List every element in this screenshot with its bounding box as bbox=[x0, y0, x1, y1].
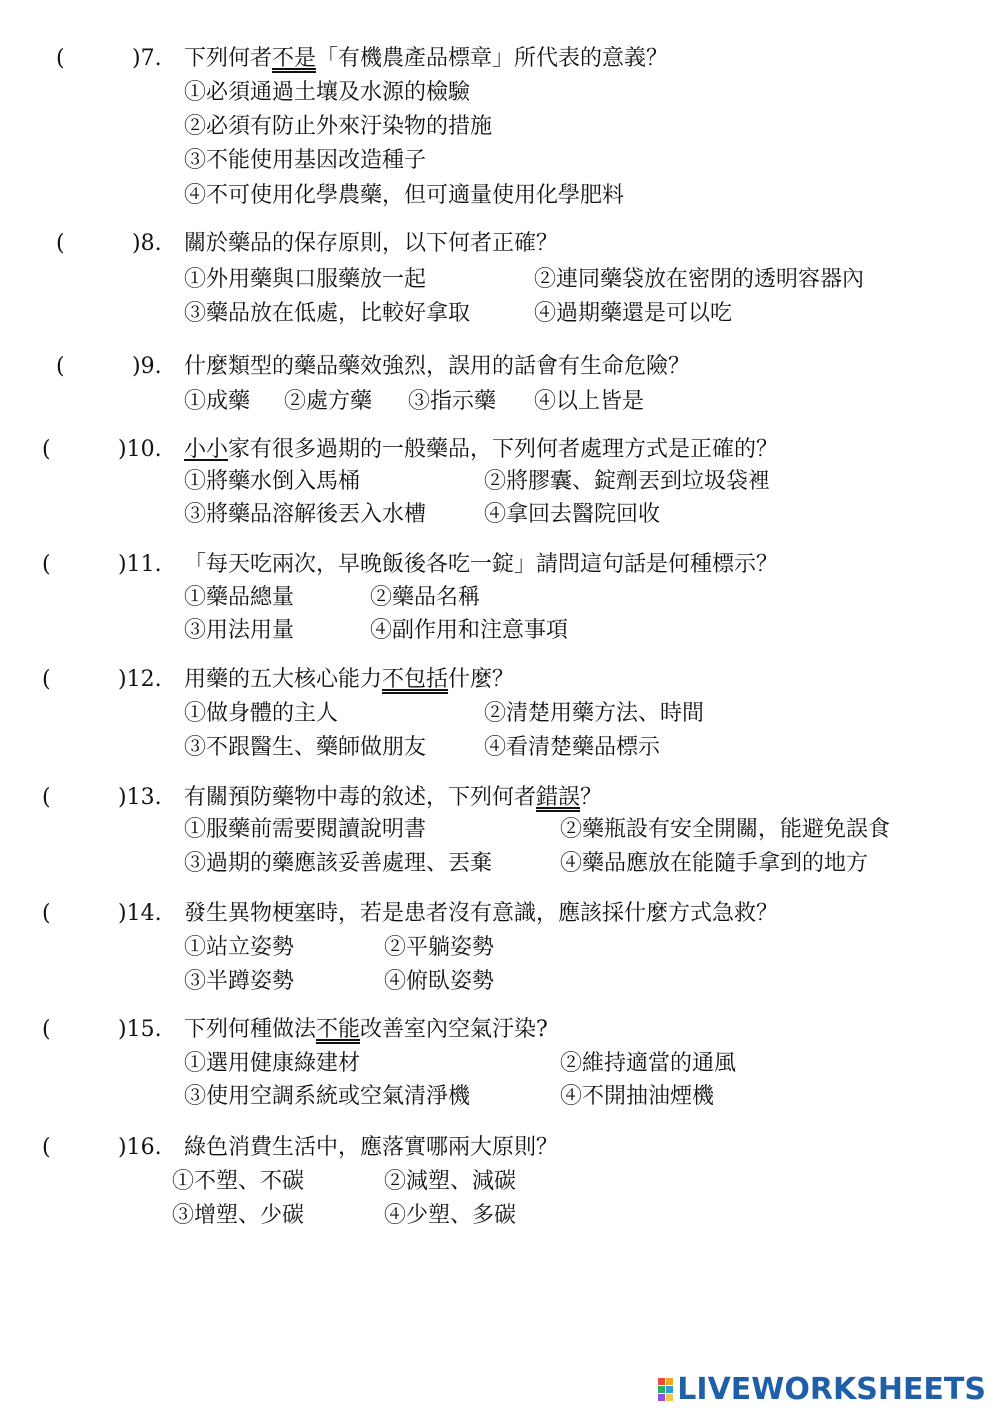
question-stem: 用藥的五大核心能力不包括什麼？ bbox=[184, 667, 515, 692]
option: ③使用空調系統或空氣清淨機 bbox=[184, 1084, 471, 1109]
option: ④俯臥姿勢 bbox=[384, 969, 495, 994]
question-number: )12. bbox=[118, 667, 162, 692]
question-number: )15. bbox=[118, 1017, 162, 1042]
answer-blank-open: ( bbox=[42, 1017, 51, 1042]
answer-blank-open: ( bbox=[42, 437, 51, 462]
answer-blank-open: ( bbox=[42, 667, 51, 692]
option: ③不能使用基因改造種子 bbox=[184, 148, 427, 173]
question-stem: 綠色消費生活中，應落實哪兩大原則？ bbox=[184, 1135, 559, 1160]
question-stem: 小小家有很多過期的一般藥品，下列何者處理方式是正確的？ bbox=[184, 437, 779, 462]
option: ①不塑、不碳 bbox=[172, 1169, 305, 1194]
question-stem: 下列何種做法不能改善室內空氣汙染? bbox=[184, 1017, 548, 1042]
option: ③藥品放在低處，比較好拿取 bbox=[184, 301, 471, 326]
question-number: )13. bbox=[118, 785, 162, 810]
option: ②減塑、減碳 bbox=[384, 1169, 517, 1194]
answer-blank-open: ( bbox=[56, 231, 65, 256]
option: ②清楚用藥方法、時間 bbox=[484, 701, 705, 726]
question-number: )7. bbox=[132, 46, 162, 71]
option: ①藥品總量 bbox=[184, 585, 295, 610]
option: ④看清楚藥品標示 bbox=[484, 735, 661, 760]
option: ②藥品名稱 bbox=[370, 585, 481, 610]
option: ①必須通過土壤及水源的檢驗 bbox=[184, 80, 471, 105]
option: ①選用健康綠建材 bbox=[184, 1051, 361, 1076]
question-number: )11. bbox=[118, 552, 162, 577]
question-number: )16. bbox=[118, 1135, 162, 1160]
option: ③指示藥 bbox=[408, 389, 497, 414]
question-number: )8. bbox=[132, 231, 162, 256]
option: ④副作用和注意事項 bbox=[370, 618, 569, 643]
option: ④不開抽油煙機 bbox=[560, 1084, 715, 1109]
question-stem: 「每天吃兩次，早晚飯後各吃一錠」請問這句話是何種標示？ bbox=[184, 552, 779, 577]
brand-name: LIVEWORKSHEETS bbox=[677, 1371, 986, 1407]
answer-blank-open: ( bbox=[56, 354, 65, 379]
option: ④過期藥還是可以吃 bbox=[534, 301, 733, 326]
question-stem: 下列何者不是「有機農產品標章」所代表的意義？ bbox=[184, 46, 669, 71]
option: ②藥瓶設有安全開關，能避免誤食 bbox=[560, 817, 891, 842]
option: ②維持適當的通風 bbox=[560, 1051, 737, 1076]
question-stem: 什麼類型的藥品藥效強烈，誤用的話會有生命危險？ bbox=[184, 354, 691, 379]
option: ③用法用量 bbox=[184, 618, 295, 643]
option: ②處方藥 bbox=[284, 389, 373, 414]
liveworksheets-footer bbox=[658, 1372, 986, 1406]
option: ②將膠囊、錠劑丟到垃圾袋裡 bbox=[484, 469, 771, 494]
option: ③不跟醫生、藥師做朋友 bbox=[184, 735, 427, 760]
option: ②平躺姿勢 bbox=[384, 935, 495, 960]
option: ④藥品應放在能隨手拿到的地方 bbox=[560, 851, 869, 876]
option: ③過期的藥應該妥善處理、丟棄 bbox=[184, 851, 493, 876]
option: ④不可使用化學農藥，但可適量使用化學肥料 bbox=[184, 183, 625, 208]
answer-blank-open: ( bbox=[42, 901, 51, 926]
option: ③半蹲姿勢 bbox=[184, 969, 295, 994]
option: ③增塑、少碳 bbox=[172, 1203, 305, 1228]
question-stem: 有關預防藥物中毒的敘述，下列何者錯誤？ bbox=[184, 785, 603, 810]
option: ①將藥水倒入馬桶 bbox=[184, 469, 361, 494]
question-number: )10. bbox=[118, 437, 162, 462]
option: ②必須有防止外來汙染物的措施 bbox=[184, 114, 493, 139]
answer-blank-open: ( bbox=[42, 552, 51, 577]
option: ①外用藥與口服藥放一起 bbox=[184, 267, 427, 292]
question-number: )14. bbox=[118, 901, 162, 926]
option: ①做身體的主人 bbox=[184, 701, 339, 726]
question-stem: 發生異物梗塞時，若是患者沒有意識，應該採什麼方式急救？ bbox=[184, 901, 779, 926]
option: ④拿回去醫院回收 bbox=[484, 502, 661, 527]
answer-blank-open: ( bbox=[42, 785, 51, 810]
answer-blank-open: ( bbox=[56, 46, 65, 71]
option: ④以上皆是 bbox=[534, 389, 645, 414]
option: ④少塑、多碳 bbox=[384, 1203, 517, 1228]
option: ①服藥前需要閱讀說明書 bbox=[184, 817, 427, 842]
option: ①站立姿勢 bbox=[184, 935, 295, 960]
option: ②連同藥袋放在密閉的透明容器內 bbox=[534, 267, 865, 292]
liveworksheets-logo-icon bbox=[658, 1378, 673, 1401]
option: ①成藥 bbox=[184, 389, 251, 414]
question-number: )9. bbox=[132, 354, 162, 379]
option: ③將藥品溶解後丟入水槽 bbox=[184, 502, 427, 527]
question-stem: 關於藥品的保存原則，以下何者正確？ bbox=[184, 231, 559, 256]
answer-blank-open: ( bbox=[42, 1135, 51, 1160]
